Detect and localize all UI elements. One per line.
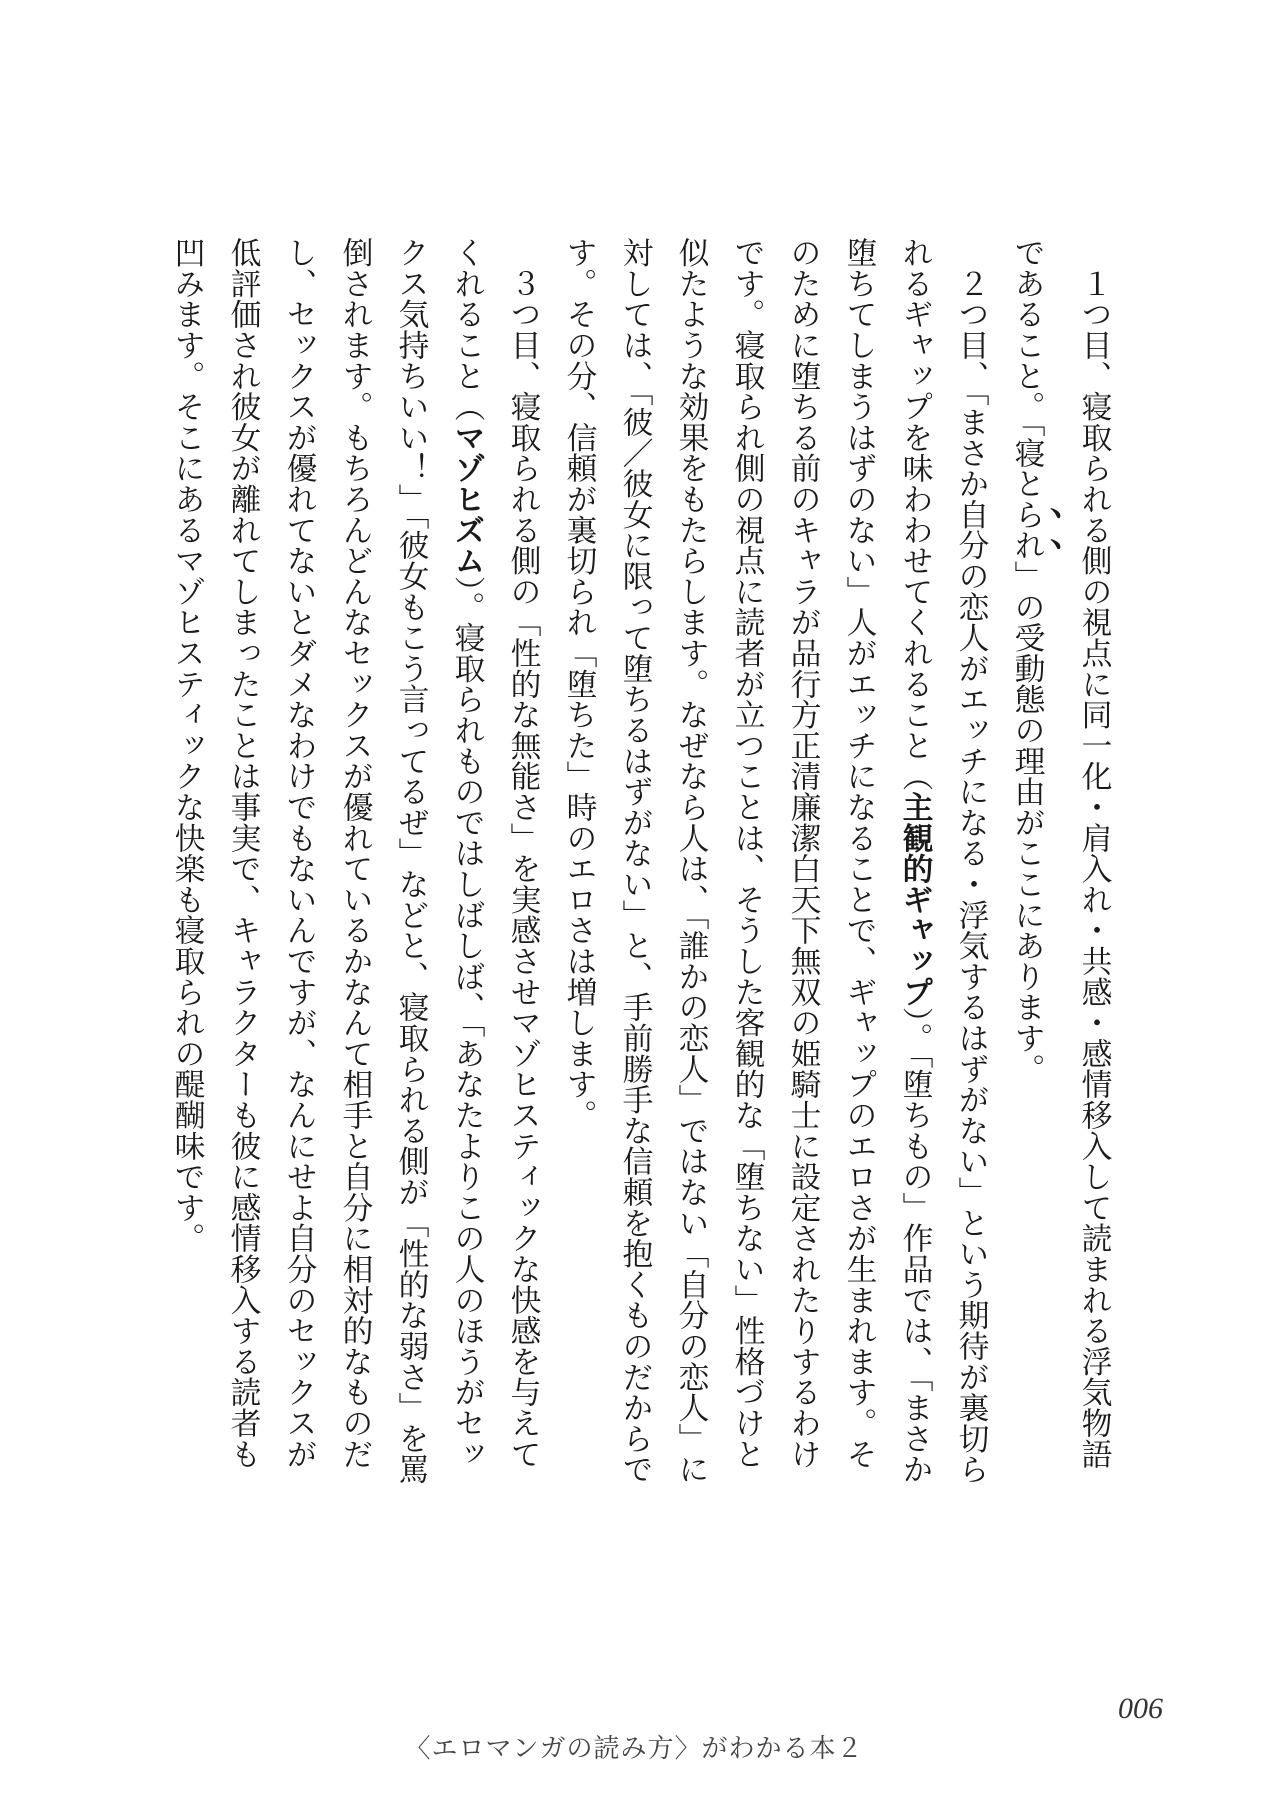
text-column	[999, 237, 1066, 1487]
emphasized-text: られ	[1009, 498, 1045, 561]
text-segment: であること。「寝と	[1009, 237, 1045, 499]
text-column	[439, 237, 495, 1487]
text-column: し、セックスが優れてないとダメなわけでもないんですが、なんにせよ自分のセックスが	[281, 237, 317, 1469]
text-column: 堕ちてしまうはずのない」人がエッチになることで、ギャップのエロさが生まれます。そ	[841, 237, 877, 1469]
text-segment: ）。「堕ちもの」作品では、「まさか	[897, 1007, 933, 1485]
text-segment: 」の受動態の理由がここにあります。	[1009, 560, 1045, 1085]
body-text	[159, 237, 1122, 1487]
bold-term: 主観的ギャップ	[897, 791, 933, 1008]
text-segment: れるギャップを味わわせてくれること（	[897, 237, 933, 792]
text-column: １つ目、寝取られる側の視点に同一化・肩入れ・共感・感情移入して読まれる浮気物語	[1076, 237, 1112, 1469]
text-column: 対しては、「彼／彼女に限って堕ちるはずがない」と、手前勝手な信頼を抱くものだからで	[617, 237, 653, 1485]
text-column: す。その分、信頼が裏切られ「堕ちた」時のエロさは増します。	[561, 237, 597, 1131]
text-column: のために堕ちる前のキャラが品行方正清廉潔白天下無双の姫騎士に設定されたりするわけ	[785, 237, 821, 1469]
text-column: 似たような効果をもたらします。なぜなら人は、「誰かの恋人」ではない「自分の恋人」に	[673, 237, 709, 1485]
text-column: クス気持ちいい！」「彼女もこう言ってるぜ」などと、寝取られる側が「性的な弱さ」を罵	[393, 237, 429, 1485]
text-column	[887, 237, 943, 1487]
text-column: 倒されます。もちろんどんなセックスが優れているかなんて相手と自分に相対的なものだ	[337, 237, 373, 1469]
text-column: 凹みます。そこにあるマゾヒスティックな快楽も寝取られの醍醐味です。	[169, 237, 205, 1254]
bold-term: マゾヒズム	[449, 421, 485, 576]
text-column: です。寝取られ側の視点に読者が立つことは、そうした客観的な「堕ちない」性格づけと	[729, 237, 765, 1469]
text-column: ３つ目、寝取られる側の「性的な無能さ」を実感させマゾヒスティックな快感を与えて	[505, 237, 541, 1469]
text-column: ２つ目、「まさか自分の恋人がエッチになる・浮気するはずがない」という期待が裏切ら	[953, 237, 989, 1485]
text-column: 低評価され彼女が離れてしまったことは事実で、キャラクターも彼に感情移入する読者も	[225, 237, 261, 1469]
running-title: 〈エロマンガの読み方〉がわかる本２	[404, 1734, 864, 1764]
text-segment: ）。寝取られものではしばしば、「あなたよりこの人のほうがセッ	[449, 575, 485, 1470]
text-segment: くれること（	[449, 237, 485, 422]
page-number: 006	[1118, 1692, 1163, 1725]
